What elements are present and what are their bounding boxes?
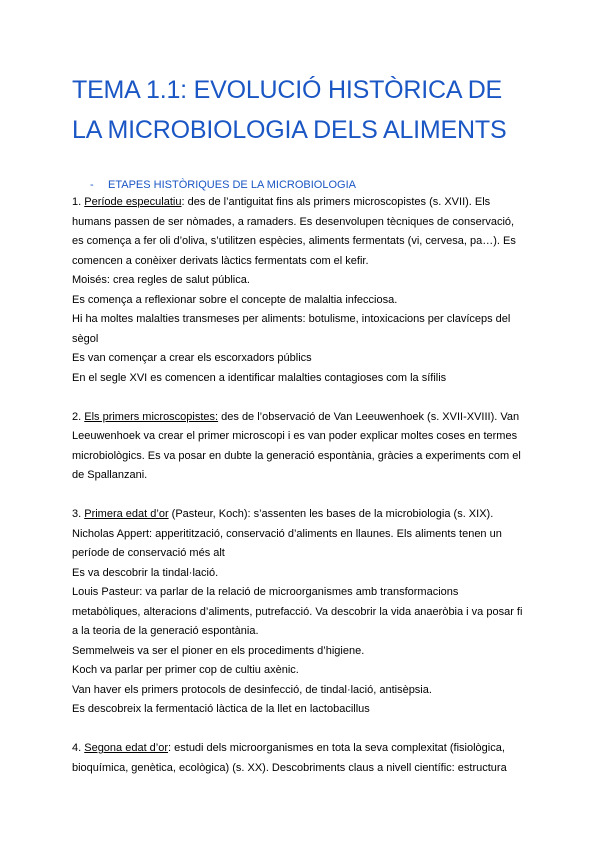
- term-underlined: Primera edat d’or: [84, 508, 169, 520]
- term-underlined: Els primers microscopistes:: [84, 410, 219, 423]
- body-text: [72, 193, 532, 778]
- paragraph-line: període de conservació més alt: [72, 547, 225, 559]
- paragraph-line: es comença a fer oli d’oliva, s’utilitzen espècies, aliments fermentats (vi, cervesa, pa…). Es: [72, 235, 516, 247]
- term-underlined: Segona edat d’or: [84, 742, 169, 754]
- item-number: 2.: [72, 410, 85, 423]
- paragraph-line: Hi ha moltes malalties transmeses per aliments: botulisme, intoxicacions per clavíceps del: [72, 313, 511, 325]
- paragraph-gap: [72, 486, 532, 506]
- line-text: : estudi dels microorganismes en tota la seva complexitat (fisiològica,: [168, 742, 505, 754]
- paragraph-line: Van haver els primers protocols de desinfecció, de tindal·lació, antisèpsia.: [72, 683, 432, 696]
- paragraph-line: microbiològics. Es va posar en dubte la generació espontània, gràcies a experiments com el: [72, 449, 521, 462]
- section-heading-text: ETAPES HISTÒRIQUES DE LA MICROBIOLOGIA: [108, 179, 356, 191]
- paragraph-line: En el segle XVI es comencen a identificar malalties contagioses com la sífilis: [72, 371, 447, 384]
- paragraph-4: [72, 739, 532, 778]
- paragraph-line: Es van començar a crear els escorxadors públics: [72, 352, 312, 364]
- paragraph-line: Semmelweis va ser el pioner en els procediments d’higiene.: [72, 644, 365, 657]
- paragraph-line: [72, 408, 532, 428]
- page-title: [72, 70, 542, 150]
- item-number: 3.: [72, 508, 85, 520]
- paragraph-gap: [72, 720, 532, 740]
- paragraph-line: [72, 193, 532, 213]
- paragraph-2: [72, 408, 532, 486]
- bullet-dash: -: [90, 179, 94, 191]
- line-text: des de l’observació de Van Leeuwenhoek (s. XVII-XVIII). Van: [218, 410, 520, 423]
- paragraph-line: Es comença a reflexionar sobre el concepte de malaltia infecciosa.: [72, 293, 398, 306]
- paragraph-gap: [72, 388, 532, 408]
- paragraph-line: Leeuwenhoek va crear el primer microscopi i es van poder explicar moltes coses en termes: [72, 430, 518, 442]
- paragraph-line: Es descobreix la fermentació làctica de la llet en lactobacillus: [72, 703, 370, 715]
- item-number: 1.: [72, 196, 85, 208]
- term-underlined: Període especulatiu: [84, 196, 182, 208]
- paragraph-line: metabòliques, alteracions d’aliments, putrefacció. Va descobrir la vida anaeròbia i va posar fi: [72, 605, 523, 618]
- paragraph-line: comencen a conèixer derivats làctics fermentats com el kefir.: [72, 254, 369, 267]
- paragraph-line: Nicholas Appert: apperitització, conservació d’aliments en llaunes. Els aliments tenen un: [72, 527, 502, 540]
- paragraph-line: sègol: [72, 332, 99, 345]
- line-text: : des de l’antiguitat fins als primers microscopistes (s. XVII). Els: [181, 196, 491, 208]
- paragraph-line: Koch va parlar per primer cop de cultiu axènic.: [72, 664, 299, 676]
- paragraph-1: [72, 193, 532, 388]
- paragraph-line: de Spallanzani.: [72, 469, 148, 481]
- paragraph-line: Louis Pasteur: va parlar de la relació de microorganismes amb transformacions: [72, 586, 459, 598]
- title-line-1: TEMA 1.1: EVOLUCIÓ HISTÒRICA DE: [72, 76, 503, 104]
- paragraph-line: Es va descobrir la tindal·lació.: [72, 566, 219, 579]
- paragraph-line: Moisés: crea regles de salut pública.: [72, 274, 250, 286]
- paragraph-line: [72, 505, 532, 525]
- paragraph-line: bioquímica, genètica, ecològica) (s. XX). Descobriments claus a nivell científic: estructura: [72, 761, 507, 774]
- paragraph-line: humans passen de ser nòmades, a ramaders. Es desenvolupen tècniques de conservació,: [72, 215, 515, 228]
- paragraph-3: [72, 505, 532, 720]
- line-text: (Pasteur, Koch): s’assenten les bases de la microbiologia (s. XIX).: [168, 508, 494, 520]
- title-line-2: LA MICROBIOLOGIA DELS ALIMENTS: [72, 116, 507, 144]
- paragraph-line: [72, 739, 532, 759]
- item-number: 4.: [72, 742, 85, 754]
- paragraph-line: a la teoria de la generació espontània.: [72, 625, 259, 637]
